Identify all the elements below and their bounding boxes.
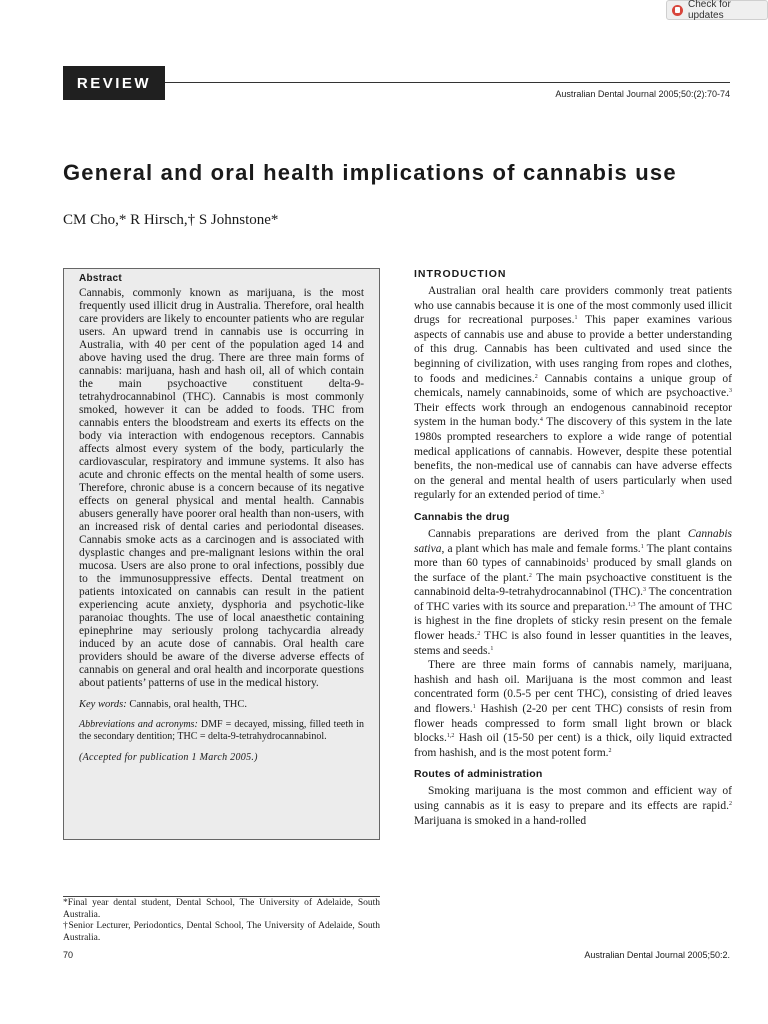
routes-heading: Routes of administration [414, 768, 543, 781]
check-for-updates-label: Check for updates [688, 0, 731, 21]
keywords-label: Key words: [79, 699, 127, 710]
keywords [79, 698, 364, 711]
introduction-paragraph: Australian oral health care providers commonly treat patients who use cannabis because it is one of the most commonly used illicit drugs for recreational purposes.$^1$ This paper examines various aspects of cannabis use and abuse to provide a better understanding of this drug. Cannabis has been cultivated and used since the beginning of civilization, with uses ranging from ropes and clothes, to foods and medicines.$^2$ Cannabis contains a unique group of chemicals, namely cannabinoids, some of which are psychoactive.$^3$ Their effects work through an endogenous cannabinoid receptor system in the human body.$^4$ The discovery of this system in the late 1980s prompted researchers to explore a wide range of potential medical applications of cannabis. However, despite these potential benefits, the non-medical use of cannabis can have adverse effects on the general and mental health of users particularly when used regularly for an extended period of time.$^3$ [414, 285, 733, 502]
footer-journal-reference: Australian Dental Journal 2005;50:2. [584, 950, 730, 960]
journal-reference: Australian Dental Journal 2005;50:(2):70-74 [555, 89, 730, 99]
accepted-date: (Accepted for publication 1 March 2005.) [79, 752, 258, 763]
cannabis-drug-paragraph-1: Cannabis preparations are derived from the plant Cannabis sativa, a plant which has male and female forms.$^1$ The plant contains more than 60 types of cannabinoids$^1$ produced by small glands on the surface of the plant.$^2$ The main psychoactive constituent is the cannabinoid delta-9-tetrahydrocannabinol (THC).$^3$ The concentration of THC varies with its source and preparation.$^{1,3}$ The amount of THC is highest in the fine droplets of sticky resin present on the female flower heads.$^2$ THC is also found in lesser quantities in the leaves, stems and seeds.$^1$ [414, 527, 733, 657]
abbreviations-value: DMF = decayed, missing, filled teeth in the secondary dentition; THC = delta-9-tetrahydrocannabinol. [79, 719, 364, 742]
cannabis-drug-paragraph-2: There are three main forms of cannabis namely, marijuana, hashish and hash oil. Marijuana is the most common and least concentrated form (0.5-5 per cent THC), consisting of dried leaves and flowers.$^1$ Hashish (2-20 per cent THC) consists of resin from flower heads compressed to form small light brown or black blocks.$^{1,2}$ Hash oil (15-50 per cent) is a thick, oily liquid extracted from hashish, and is the most potent form.$^2$ [414, 659, 732, 759]
review-badge: REVIEW [63, 66, 165, 100]
introduction-heading: INTRODUCTION [414, 268, 507, 280]
keywords-value: Cannabis, oral health, THC. [129, 699, 247, 710]
footnotes [63, 898, 380, 944]
bookmark-icon [672, 5, 683, 16]
routes-paragraph: Smoking marijuana is the most common and efficient way of using cannabis as it is easy to prepare and its effects are rapid.$^2$ Marijuana is smoked in a hand-rolled [414, 785, 732, 827]
abbreviations [79, 719, 364, 743]
cannabis-drug-heading: Cannabis the drug [414, 510, 510, 523]
header-rule [165, 82, 730, 83]
check-for-updates-button[interactable] [666, 0, 768, 20]
footnote-rule [63, 896, 380, 897]
abbreviations-label: Abbreviations and acronyms: [79, 719, 198, 730]
footnote-2: †Senior Lecturer, Periodontics, Dental School, The University of Adelaide, South Australia. [63, 921, 380, 943]
abstract-text: Cannabis, commonly known as marijuana, is the most frequently used illicit drug in Australia. Therefore, oral health care providers are likely to encounter patients who are regular users. An upward trend in cannabis use is occurring in Australia, with 40 per cent of the population aged 14 and above having used the drug. There are three main forms of cannabis: marijuana, hash and hash oil, all of which contain the main psychoactive constituent delta-9-tetrahydrocannabinol (THC). Cannabis is most commonly smoked, however it can be added to foods. THC from cannabis enters the bloodstream and exerts its effects on the body via interaction with endogenous receptors. Cannabis affects almost every system of the body, particularly the cardiovascular, respiratory and immune systems. It also has acute and chronic effects on the mental health of some users. Therefore, chronic abuse is a concern because of its negative effects on general physical and mental health. Cannabis abusers generally have poorer oral health than non-users, with an increased risk of dental caries and periodontal diseases. Cannabis smoke acts as a carcinogen and is associated with dysplastic changes and pre-malignant lesions within the oral mucosa. Users are also prone to oral infections, possibly due to the immunosuppressive effects. Dental treatment on patients intoxicated on cannabis can result in the patient experiencing acute anxiety, dysphoria and psychotic-like paranoiac thoughts. The use of local anaesthetic containing epinephrine may seriously prolong tachycardia already induced by an acute dose of cannabis. Oral health care providers should be aware of the diverse adverse effects of cannabis on general and oral health and incorporate questions about patients’ patterns of use in the medical history. [79, 287, 364, 689]
page-number: 70 [63, 950, 74, 960]
abstract-heading: Abstract [79, 273, 122, 284]
article-title: General and oral health implications of cannabis use [63, 160, 677, 185]
abstract-box [63, 268, 380, 840]
body-column [414, 268, 732, 828]
authors: CM Cho,* R Hirsch,† S Johnstone* [63, 212, 279, 228]
footnote-1: *Final year dental student, Dental School, The University of Adelaide, South Australia. [63, 898, 380, 920]
